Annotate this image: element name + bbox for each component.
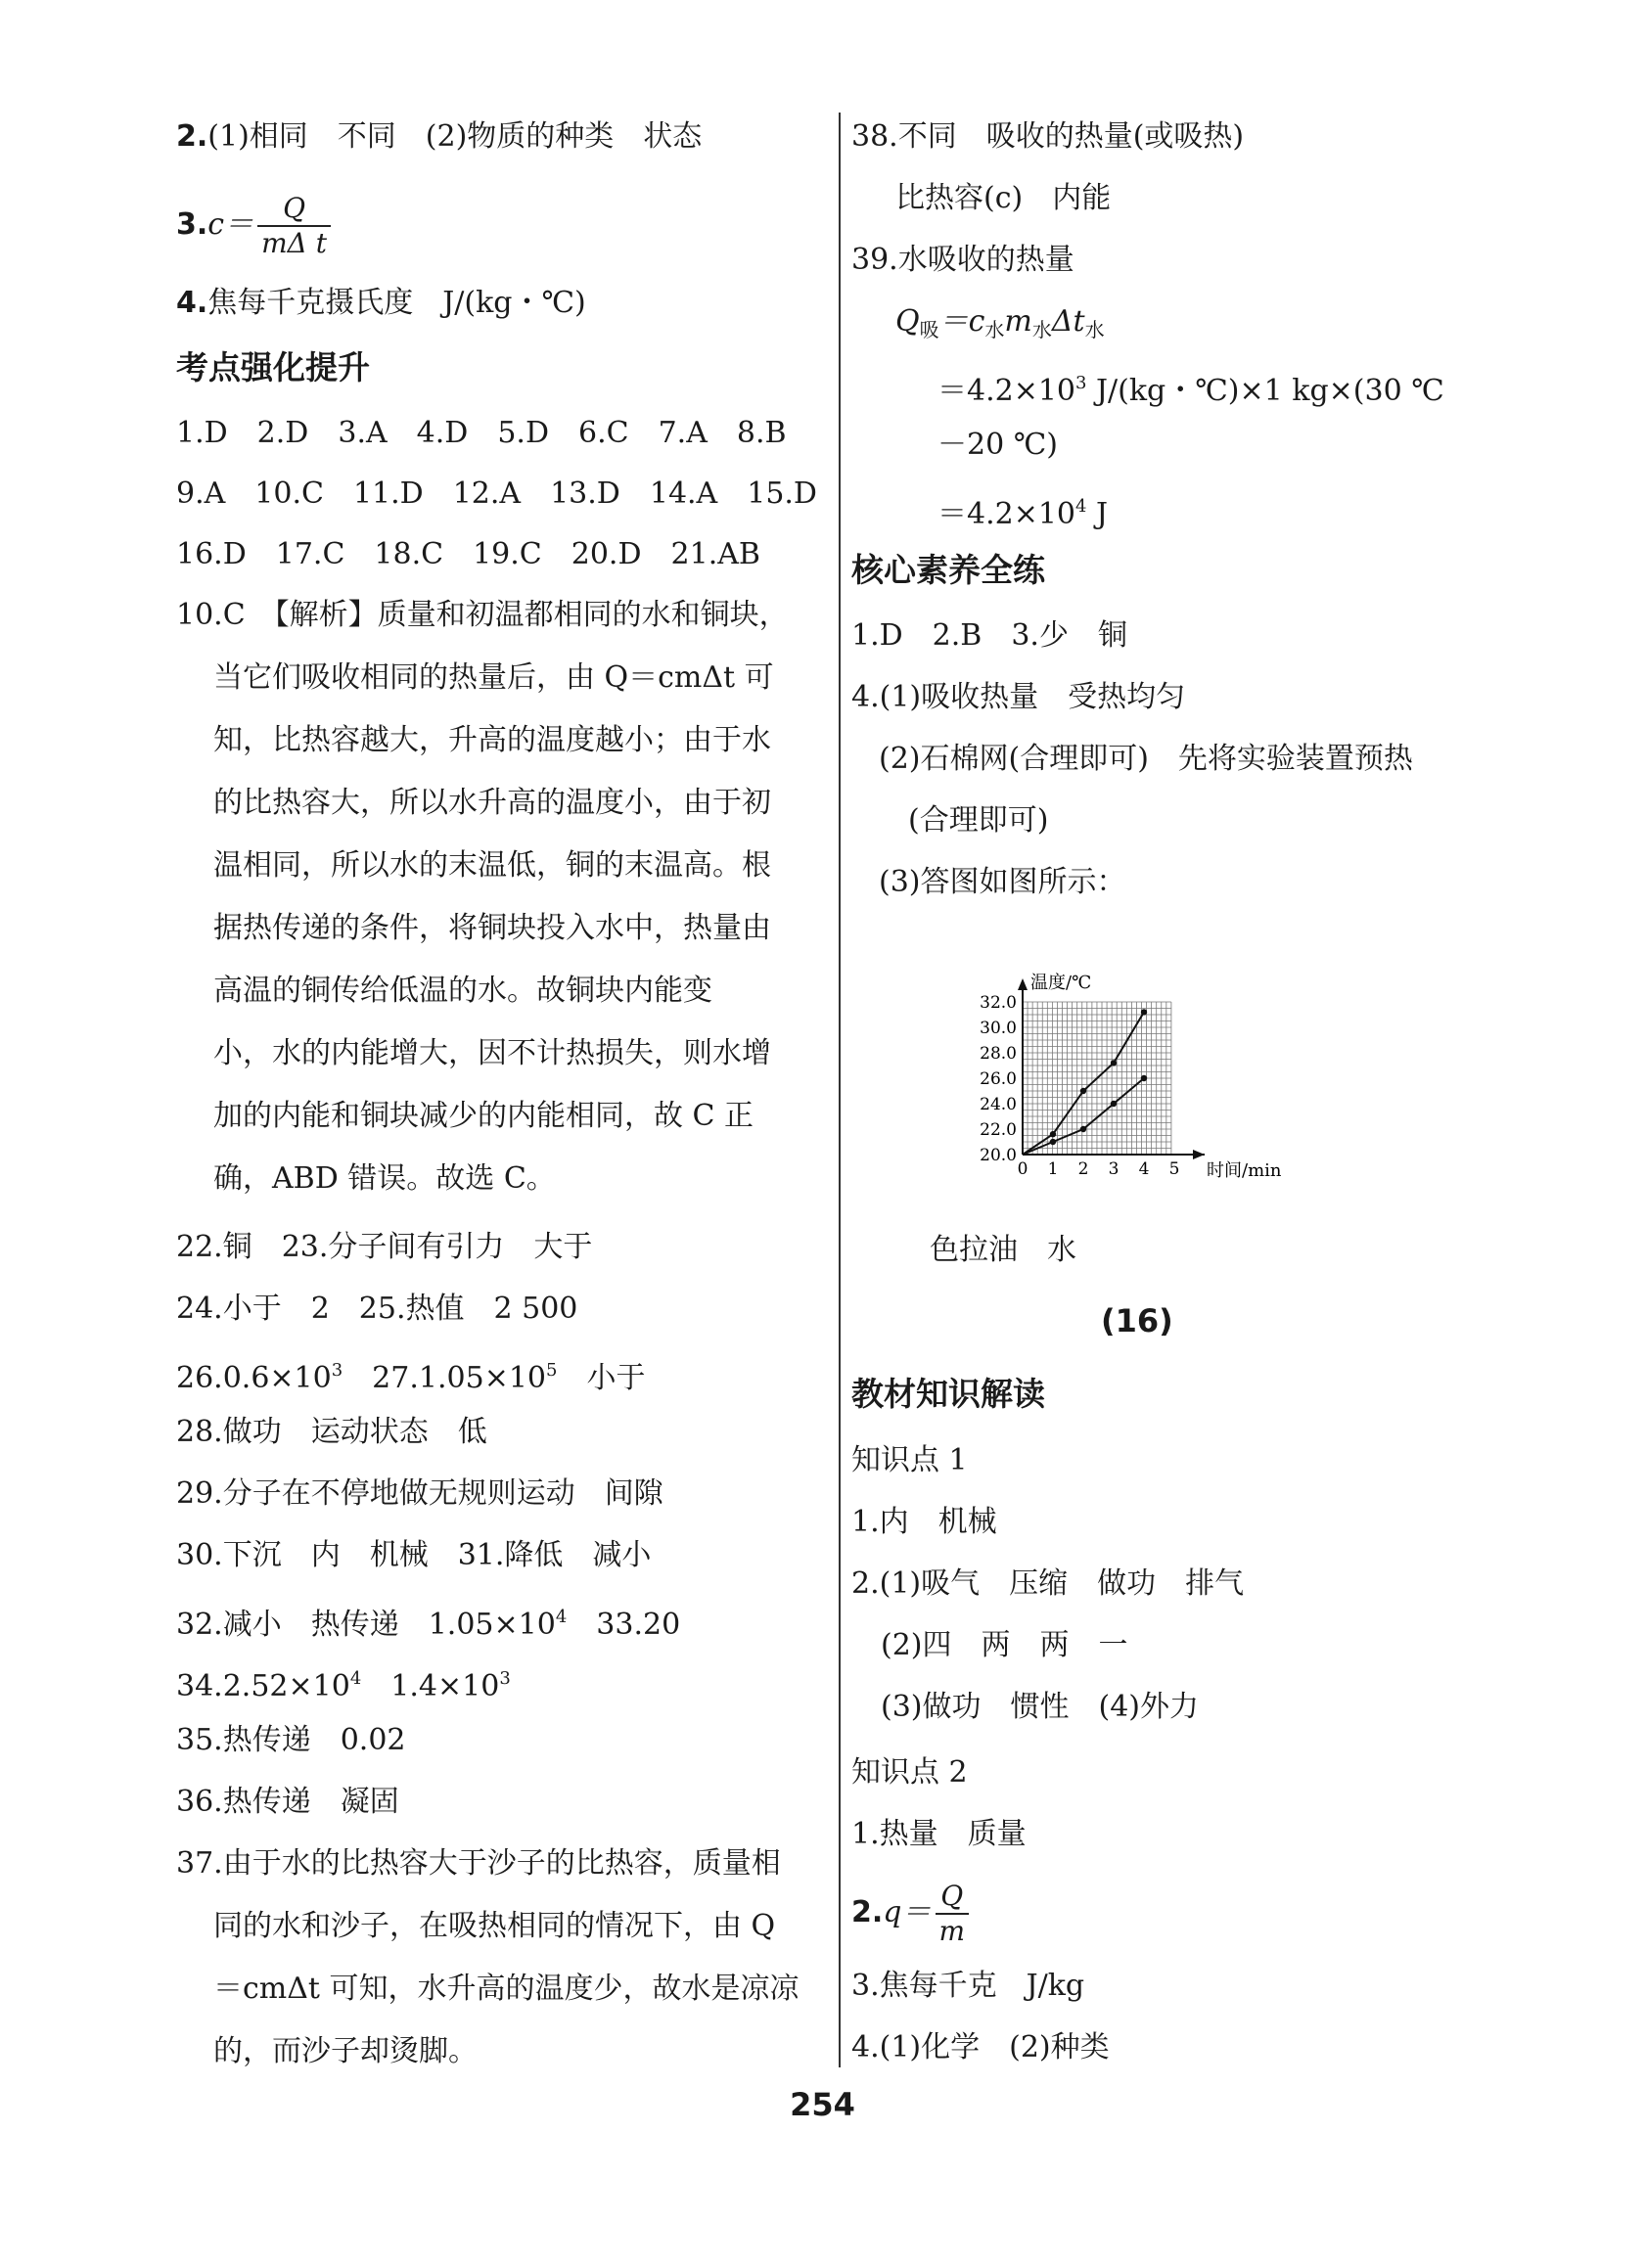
data-point: [1141, 1075, 1147, 1081]
answer-4: 4.焦每千克摄氏度 J/(kg・℃): [176, 286, 586, 320]
mc-row-2: 9.A 10.C 11.D 12.A 13.D 14.A 15.D: [176, 476, 817, 511]
fraction: $\frac{Q}{\text{mΔ t}}$: [257, 192, 331, 260]
explain-line: 加的内能和铜块减少的内能相同，故 C 正: [213, 1099, 754, 1133]
explain-line: 高温的铜传给低温的水。故铜块内能变: [213, 974, 712, 1008]
section-heading-textbook: 教材知识解读: [851, 1375, 1045, 1413]
x-axis-label: 时间/min: [1207, 1160, 1282, 1181]
answer-26-27: $26.0.6\times 10^3$ $27.1.05\times 10^5$ 小于: [176, 1360, 646, 1395]
explain-line: 据热传递的条件，将铜块投入水中，热量由: [213, 911, 771, 945]
answer-34: $34.2.52\times 10^4$ $1.4\times 10^3$: [176, 1668, 511, 1703]
answer-37-line: 的，而沙子却烫脚。: [213, 2034, 478, 2068]
answer-39: 39.水吸收的热量: [851, 243, 1074, 277]
equation-line-3: －20 ℃): [937, 428, 1058, 462]
kp2-answer-1: 1.热量 质量: [851, 1817, 1027, 1851]
core-answer-4-2-cont: (合理即可): [908, 803, 1049, 838]
y-tick-label: 26.0: [980, 1069, 1017, 1089]
answer-35: 35.热传递 0.02: [176, 1723, 406, 1757]
chart-series: [1023, 1009, 1147, 1155]
explain-line: 的比热容大，所以水升高的温度小，由于初: [213, 786, 771, 820]
x-tick-label: 5: [1168, 1159, 1180, 1179]
mc-row-1: 1.D 2.D 3.A 4.D 5.D 6.C 7.A 8.B: [176, 416, 787, 450]
temperature-time-chart: [969, 925, 1302, 1218]
equation-line-4: $=4.2\times 10^4$ J: [937, 496, 1109, 531]
x-axis-arrow: [1193, 1150, 1205, 1159]
x-tick-label: 4: [1138, 1159, 1150, 1179]
x-tick-label: 0: [1017, 1159, 1028, 1179]
kp2-answer-4: 4.(1)化学 (2)种类: [851, 2030, 1110, 2064]
answer-37-line: 同的水和沙子，在吸热相同的情况下，由 Q: [213, 1909, 776, 1943]
answer-36: 36.热传递 凝固: [176, 1785, 399, 1819]
explain-line: 温相同，所以水的末温低，铜的末温高。根: [213, 848, 771, 883]
data-point: [1080, 1088, 1086, 1094]
answer-24-25: 24.小于 2 25.热值 2 500: [176, 1292, 578, 1326]
explain-line: 确，ABD 错误。故选 C。: [213, 1161, 556, 1196]
y-tick-label: 30.0: [980, 1019, 1017, 1038]
answer-38: 38.不同 吸收的热量(或吸热): [851, 119, 1245, 154]
y-tick-label: 24.0: [980, 1095, 1017, 1114]
kp2-answer-2-formula: 2.q＝ $\frac{Q}{m}$: [851, 1874, 969, 1952]
answer-32-33: 32.减小 热传递 $1.05\times 10^4$ 33.20: [176, 1607, 681, 1642]
explain-line: 当它们吸收相同的热量后，由 Q＝cmΔt 可: [213, 660, 774, 695]
data-point: [1111, 1101, 1117, 1107]
answer-30-31: 30.下沉 内 机械 31.降低 减小: [176, 1538, 652, 1572]
answer-37-line: ＝cmΔt 可知，水升高的温度少，故水是凉凉: [213, 1972, 800, 2006]
answer-37-line: 37.由于水的比热容大于沙子的比热容，质量相: [176, 1846, 781, 1881]
knowledge-point-1: 知识点 1: [851, 1443, 968, 1477]
answer-28: 28.做功 运动状态 低: [176, 1415, 487, 1449]
core-answer-4: 4.(1)吸收热量 受热均匀: [851, 680, 1186, 714]
kp1-answer-1: 1.内 机械: [851, 1505, 997, 1539]
answer-29: 29.分子在不停地做无规则运动 间隙: [176, 1476, 663, 1511]
mc-row-3: 16.D 17.C 18.C 19.C 20.D 21.AB: [176, 537, 760, 571]
x-tick-label: 3: [1108, 1159, 1120, 1179]
kp1-answer-2: 2.(1)吸气 压缩 做功 排气: [851, 1566, 1245, 1601]
page-number: 254: [790, 2086, 855, 2123]
core-answer-4-2: (2)石棉网(合理即可) 先将实验装置预热: [879, 742, 1413, 776]
answer-38-cont: 比热容(c) 内能: [895, 181, 1112, 215]
y-tick-label: 22.0: [980, 1120, 1017, 1140]
y-tick-label: 28.0: [980, 1044, 1017, 1064]
core-answer-1-3: 1.D 2.B 3.少 铜: [851, 618, 1127, 653]
knowledge-point-2: 知识点 2: [851, 1755, 968, 1790]
data-point: [1111, 1060, 1117, 1066]
kp1-answer-2-2: (2)四 两 两 一: [881, 1628, 1128, 1662]
x-tick-label: 2: [1077, 1159, 1089, 1179]
data-point: [1080, 1126, 1086, 1132]
data-point: [1050, 1139, 1056, 1145]
y-axis-label: 温度/℃: [1030, 973, 1092, 993]
answer-22-23: 22.铜 23.分子间有引力 大于: [176, 1230, 593, 1264]
y-axis-arrow: [1018, 978, 1028, 990]
fraction: $\frac{Q}{m}$: [936, 1880, 970, 1948]
kp1-answer-2-3: (3)做功 惯性 (4)外力: [881, 1690, 1199, 1724]
chart-axes: [1018, 978, 1205, 1159]
data-point: [1050, 1131, 1056, 1137]
column-divider: [839, 113, 841, 2067]
answer-3-formula: 3.c＝ $\frac{Q}{\text{mΔ t}}$: [176, 186, 331, 264]
kp2-answer-3: 3.焦每千克 J/kg: [851, 1969, 1085, 2003]
explain-line: 知，比热容越大，升高的温度越小；由于水: [213, 723, 771, 757]
section-number: (16): [1101, 1302, 1173, 1339]
equation-line-1: $Q_吸=c_水m_水\Delta t_水$: [895, 304, 1105, 341]
chart-series-caption: 色拉油 水: [930, 1233, 1076, 1267]
equation-line-2: $=4.2\times 10^3$ J/(kg・℃)×1 kg×(30 ℃: [937, 373, 1444, 408]
section-heading-practice: 考点强化提升: [176, 348, 370, 386]
y-tick-label: 32.0: [980, 993, 1017, 1013]
y-tick-label: 20.0: [980, 1146, 1017, 1165]
explain-line: 10.C 【解析】质量和初温都相同的水和铜块，: [176, 598, 789, 632]
answer-2: 2.(1)相同 不同 (2)物质的种类 状态: [176, 119, 703, 154]
section-heading-core: 核心素养全练: [851, 551, 1045, 589]
data-point: [1141, 1009, 1147, 1015]
explain-line: 小，水的内能增大，因不计热损失，则水增: [213, 1036, 771, 1070]
x-tick-label: 1: [1047, 1159, 1059, 1179]
core-answer-4-3: (3)答图如图所示：: [879, 865, 1126, 899]
